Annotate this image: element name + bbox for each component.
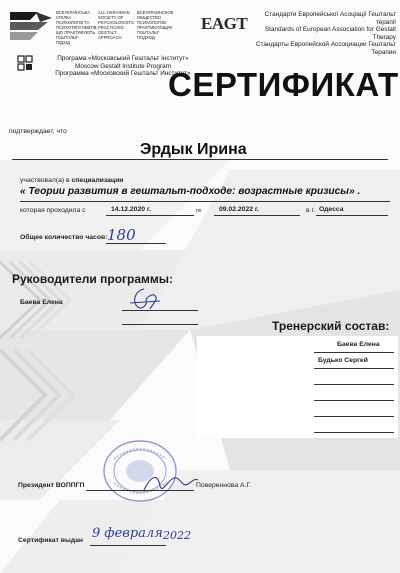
certificate-title: СЕРТИФИКАТ (168, 66, 399, 103)
issued-label: Сертификат выдан (18, 537, 83, 544)
trainer-2: Будько Сергей (318, 357, 368, 364)
issued-date-hand: 9 февраля (92, 526, 163, 541)
city-label: в г. (306, 207, 316, 214)
name-underline (12, 159, 388, 160)
date-to: 09.02.2022 г. (219, 206, 259, 213)
president-label: Президент ВОППГП (18, 482, 85, 489)
date-from-underline (106, 215, 194, 216)
issued-year: 2022 (163, 529, 191, 542)
trainer-line-1 (314, 352, 394, 353)
confirms-label: подтверждает, что (9, 128, 67, 135)
city-underline (316, 215, 388, 216)
mgi-program-text: Програма «Московський Гештальт Інститут» Moscow Gestalt Institute Program Программа «Московский Гештальт Институт» (55, 55, 191, 78)
trainer-line-3 (314, 384, 394, 385)
date-to-underline (214, 215, 300, 216)
leader-line-2 (122, 324, 198, 325)
en-society-name: ALL-UKRAINIAN SOCIETY OF PSYCHOLOGISTS PRACTICING GESTALT APPROACH (98, 10, 134, 40)
ua-society-name: ВСЕУКРАЇНСЬКА СПІЛКА ПСИХОЛОГІВ ТА ПСИХОТЕРАПЕВТІВ, ЩО ПРАКТИКУЮТЬ ГЕШТАЛЬТ- ПІДХІД (56, 10, 98, 45)
eagle-gestalt-logo (8, 8, 54, 44)
issued-underline (90, 545, 166, 546)
trainer-line-4 (314, 400, 394, 401)
trainer-line-5 (314, 416, 394, 417)
date-from: 14.12.2020 г. (111, 206, 151, 213)
hours-underline (106, 243, 166, 244)
trainer-line-6 (314, 432, 394, 433)
mgi-logo-icon (17, 55, 33, 71)
specialization-topic: « Теории развития в гештальт-подходе: возрастные кризисы» . (20, 186, 361, 197)
trainer-line-2 (314, 368, 394, 369)
leader-line-1 (122, 310, 198, 311)
eagt-logo: EAGT (201, 14, 248, 33)
recipient-name: Эрдык Ирина (140, 141, 247, 158)
held-label: которая проходила с (20, 207, 86, 214)
eagt-standards-text: Стандарти Европейської Асоціації Гештальт терапії Standards of European Association for Gestalt Therapy Стандарты Европейской Ассоциации Гештальт Терапии (255, 11, 396, 56)
president-name: Повереннова А.Г. (196, 482, 252, 489)
hours-label: Общее количество часов: (20, 234, 108, 241)
topic-underline (20, 201, 390, 202)
leader-name: Баева Елена (20, 299, 63, 306)
participated-label: участвовал(а) в специализации (20, 177, 124, 184)
trainer-1: Баева Елена (337, 341, 380, 348)
president-signature (140, 470, 200, 496)
president-line (86, 490, 194, 491)
city-value: Одесса (319, 206, 344, 213)
hours-value: 180 (107, 226, 136, 244)
to-label: по (196, 208, 202, 214)
trainers-heading: Тренерский состав: (272, 319, 390, 333)
leaders-heading: Руководители программы: (12, 272, 174, 286)
ru-society-name: ВСЕУКРАИНСКОЕ ОБЩЕСТВО ПСИХОЛОГОВ ПРАКТИКУЮЩИХ ГЕШТАЛЬТ ПОДХОД (137, 10, 174, 40)
